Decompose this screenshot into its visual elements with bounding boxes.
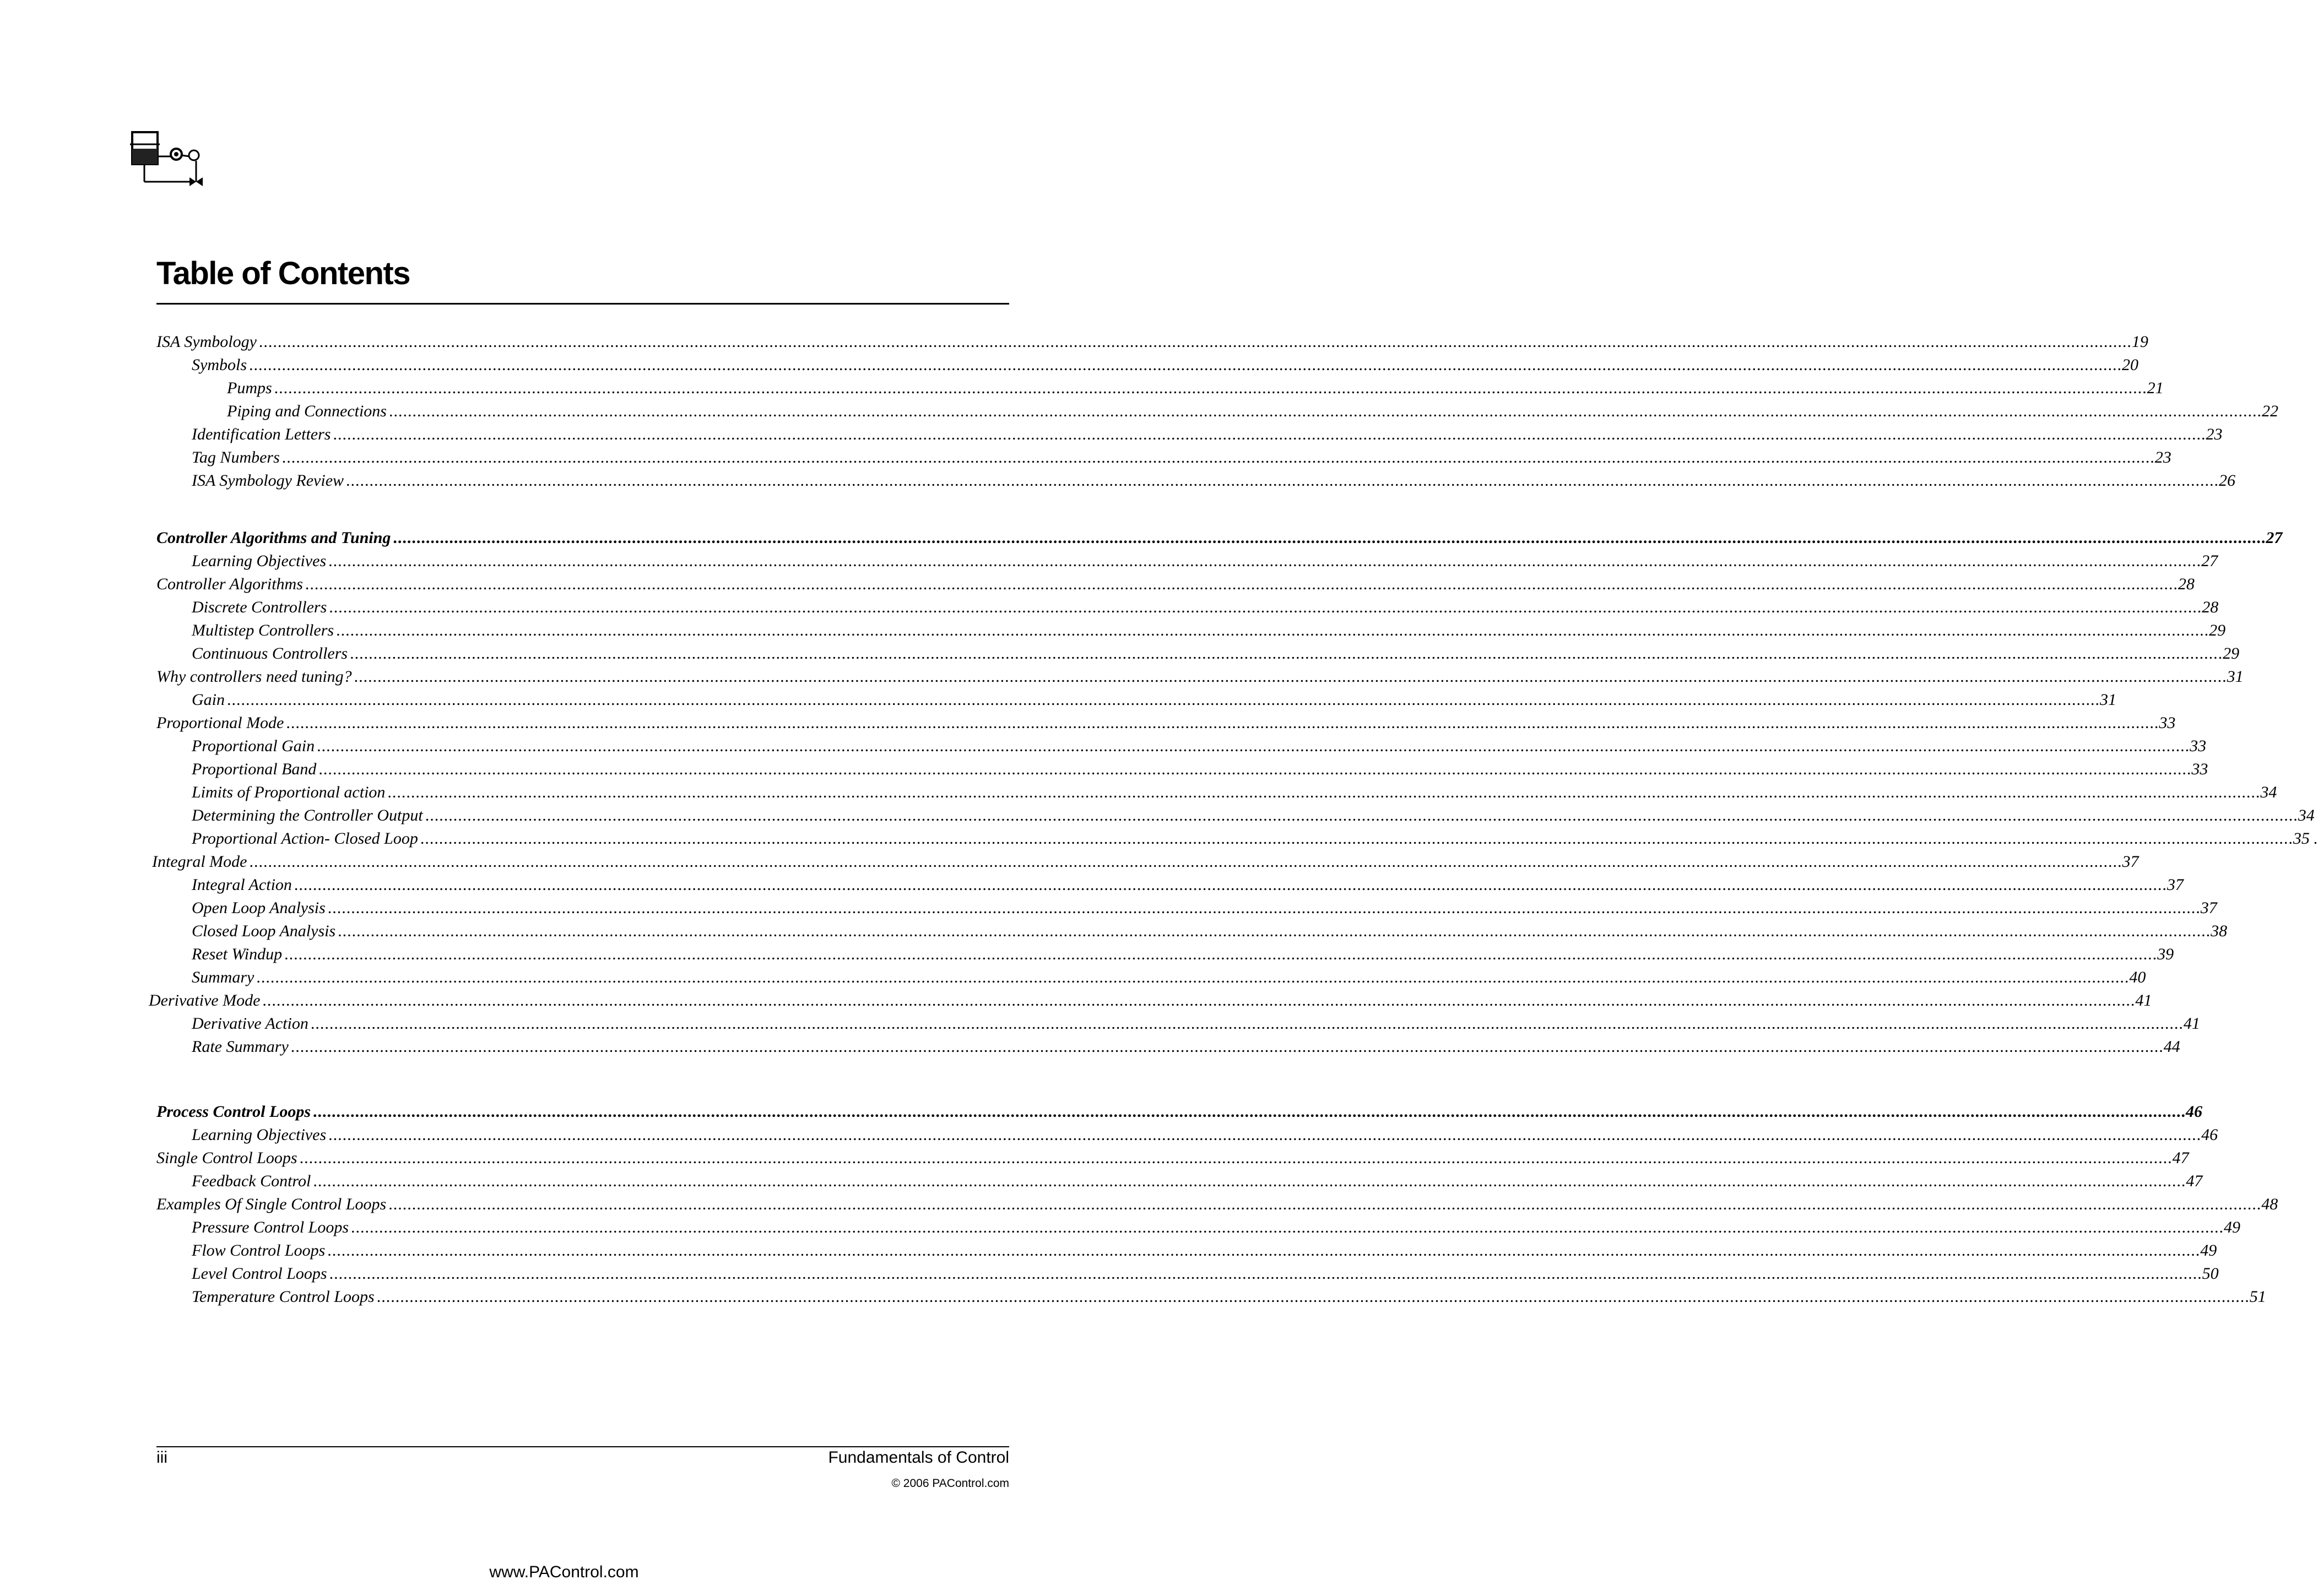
toc-entry-title: Proportional Band: [192, 760, 317, 778]
toc-entry-page: 35 .: [2293, 829, 2318, 848]
toc-entry[interactable]: [192, 783, 2277, 805]
toc-dot-leader: ................................................................................................................................................................................................................................................................................................................................................................................................................: [262, 991, 2136, 1009]
toc-entry-page: 34: [2298, 806, 2315, 824]
toc-dot-leader: ................................................................................................................................................................................................................................................................................................................................................................................................................: [313, 1103, 2186, 1121]
toc-entry-page: 37: [2122, 853, 2139, 871]
toc-entry-title: Reset Windup: [192, 945, 283, 963]
toc-dot-leader: ................................................................................................................................................................................................................................................................................................................................................................................................................: [249, 853, 2122, 871]
toc-dot-leader: ................................................................................................................................................................................................................................................................................................................................................................................................................: [329, 1264, 2202, 1283]
toc-entry-title: Learning Objectives: [192, 1126, 327, 1144]
toc-entry-page: 39: [2157, 945, 2174, 963]
toc-entry[interactable]: [192, 552, 2218, 574]
page-title: Table of Contents: [156, 256, 410, 291]
toc-entry-title: Examples Of Single Control Loops: [156, 1195, 387, 1213]
toc-entry[interactable]: [192, 598, 2219, 620]
toc-entry[interactable]: [156, 667, 2244, 690]
toc-entry-title: Why controllers need tuning?: [156, 667, 352, 686]
toc-dot-leader: ................................................................................................................................................................................................................................................................................................................................................................................................................: [313, 1172, 2186, 1190]
toc-entry-page: 37: [2167, 876, 2184, 894]
toc-entry[interactable]: [192, 1264, 2219, 1286]
toc-entry[interactable]: [149, 991, 2152, 1013]
toc-dot-leader: ................................................................................................................................................................................................................................................................................................................................................................................................................: [393, 529, 2266, 547]
toc-entry-title: ISA Symbology: [156, 333, 257, 351]
toc-dot-leader: ................................................................................................................................................................................................................................................................................................................................................................................................................: [284, 945, 2158, 963]
toc-entry-title: Integral Action: [192, 876, 292, 894]
toc-entry[interactable]: [192, 922, 2228, 944]
toc-entry[interactable]: [227, 402, 2278, 424]
toc-entry[interactable]: [156, 575, 2195, 597]
toc-entry[interactable]: [192, 691, 2116, 713]
toc-dot-leader: ................................................................................................................................................................................................................................................................................................................................................................................................................: [249, 356, 2122, 374]
toc-dot-leader: ................................................................................................................................................................................................................................................................................................................................................................................................................: [290, 1038, 2164, 1056]
toc-dot-leader: ................................................................................................................................................................................................................................................................................................................................................................................................................: [333, 425, 2206, 443]
toc-entry[interactable]: [192, 1014, 2200, 1036]
footer-website: www.PAControl.com: [489, 1563, 639, 1581]
toc-dot-leader: ................................................................................................................................................................................................................................................................................................................................................................................................................: [388, 402, 2262, 420]
toc-entry-title: Tag Numbers: [192, 448, 280, 466]
toc-entry-title: Flow Control Loops: [192, 1241, 326, 1260]
toc-entry-page: 33: [2191, 760, 2208, 778]
toc-dot-leader: ................................................................................................................................................................................................................................................................................................................................................................................................................: [425, 806, 2298, 824]
toc-entry-page: 28: [2202, 598, 2219, 616]
footer-page-number: iii: [156, 1448, 167, 1467]
toc-dot-leader: ................................................................................................................................................................................................................................................................................................................................................................................................................: [346, 471, 2219, 490]
toc-entry-title: Learning Objectives: [192, 552, 327, 570]
toc-entry-page: 33: [2159, 714, 2176, 732]
toc-dot-leader: ................................................................................................................................................................................................................................................................................................................................................................................................................: [338, 922, 2211, 940]
toc-entry-title: Limits of Proportional action: [192, 783, 386, 801]
toc-entry-title: Open Loop Analysis: [192, 899, 326, 917]
toc-entry-title: Gain: [192, 691, 225, 709]
toc-entry-page: 49: [2200, 1241, 2217, 1260]
toc-entry-page: 48: [2261, 1195, 2278, 1213]
toc-entry-title: Continuous Controllers: [192, 644, 348, 663]
toc-entry-title: Discrete Controllers: [192, 598, 327, 616]
toc-dot-leader: ................................................................................................................................................................................................................................................................................................................................................................................................................: [294, 876, 2167, 894]
toc-entry[interactable]: [156, 714, 2176, 736]
toc-entry-title: Piping and Connections: [227, 402, 387, 420]
toc-entry-page: 23: [2154, 448, 2171, 466]
toc-entry-page: 41: [2135, 991, 2152, 1009]
toc-dot-leader: ................................................................................................................................................................................................................................................................................................................................................................................................................: [281, 448, 2155, 466]
toc-entry-title: Multistep Controllers: [192, 621, 334, 639]
toc-dot-leader: ................................................................................................................................................................................................................................................................................................................................................................................................................: [388, 1195, 2262, 1213]
toc-dot-leader: ................................................................................................................................................................................................................................................................................................................................................................................................................: [328, 552, 2202, 570]
toc-entry-title: Proportional Gain: [192, 737, 315, 755]
toc-dot-leader: ................................................................................................................................................................................................................................................................................................................................................................................................................: [318, 760, 2192, 778]
toc-entry[interactable]: [156, 333, 2148, 355]
toc-dot-leader: ................................................................................................................................................................................................................................................................................................................................................................................................................: [274, 379, 2147, 397]
toc-entry-title: Summary: [192, 968, 254, 986]
toc-entry-title: Determining the Controller Output: [192, 806, 423, 824]
toc-entry-title: Proportional Mode: [156, 714, 284, 732]
toc-entry[interactable]: [192, 356, 2138, 378]
toc-entry-page: 47: [2186, 1172, 2203, 1190]
toc-entry-title: Derivative Action: [192, 1014, 308, 1033]
toc-dot-leader: ................................................................................................................................................................................................................................................................................................................................................................................................................: [256, 968, 2130, 986]
toc-entry[interactable]: [192, 621, 2226, 643]
toc-entry-title: Controller Algorithms: [156, 575, 303, 593]
toc-entry[interactable]: [156, 1103, 2203, 1125]
process-tank-logo-icon: [128, 128, 210, 194]
toc-entry-title: ISA Symbology Review: [192, 471, 344, 490]
toc-entry-page: 21: [2147, 379, 2164, 397]
toc-entry[interactable]: [192, 1288, 2266, 1310]
toc-entry[interactable]: [156, 1149, 2189, 1171]
toc-entry-page: 31: [2100, 691, 2116, 709]
toc-entry-title: Symbols: [192, 356, 247, 374]
toc-entry-page: 51: [2249, 1288, 2266, 1306]
toc-entry-page: 33: [2190, 737, 2207, 755]
toc-dot-leader: ................................................................................................................................................................................................................................................................................................................................................................................................................: [387, 783, 2261, 801]
toc-dot-leader: ................................................................................................................................................................................................................................................................................................................................................................................................................: [310, 1014, 2184, 1033]
toc-dot-leader: ................................................................................................................................................................................................................................................................................................................................................................................................................: [227, 691, 2100, 709]
toc-entry-page: 34: [2260, 783, 2277, 801]
toc-entry[interactable]: [192, 876, 2184, 898]
toc-entry[interactable]: [192, 471, 2236, 493]
toc-entry-page: 44: [2163, 1038, 2180, 1056]
toc-dot-leader: ................................................................................................................................................................................................................................................................................................................................................................................................................: [329, 598, 2202, 616]
toc-entry[interactable]: [156, 529, 2283, 551]
footer-copyright: © 2006 PAControl.com: [891, 1477, 1009, 1490]
toc-dot-leader: ................................................................................................................................................................................................................................................................................................................................................................................................................: [350, 644, 2223, 663]
toc-dot-leader: ................................................................................................................................................................................................................................................................................................................................................................................................................: [354, 667, 2227, 686]
toc-entry[interactable]: [192, 829, 2318, 851]
toc-entry[interactable]: [156, 1195, 2278, 1217]
footer-divider: [156, 1446, 1009, 1447]
toc-entry-title: Rate Summary: [192, 1038, 289, 1056]
toc-entry-page: 46: [2186, 1103, 2203, 1121]
toc-entry-page: 46: [2201, 1126, 2218, 1144]
toc-entry-page: 20: [2122, 356, 2138, 374]
toc-entry[interactable]: [192, 1218, 2241, 1240]
toc-entry[interactable]: [152, 853, 2139, 875]
toc-entry[interactable]: [192, 1241, 2217, 1263]
toc-entry-page: 27: [2201, 552, 2218, 570]
toc-entry[interactable]: [192, 448, 2171, 470]
toc-entry-page: 29: [2223, 644, 2240, 663]
toc-entry[interactable]: [192, 644, 2240, 666]
toc-entry-page: 49: [2224, 1218, 2241, 1236]
toc-entry-title: Process Control Loops: [156, 1103, 311, 1121]
toc-entry-page: 47: [2172, 1149, 2189, 1167]
toc-dot-leader: ................................................................................................................................................................................................................................................................................................................................................................................................................: [317, 737, 2190, 755]
toc-entry[interactable]: [192, 425, 2223, 447]
footer-document-title: Fundamentals of Control: [828, 1448, 1009, 1467]
toc-entry-page: 41: [2183, 1014, 2200, 1033]
toc-entry-page: 50: [2202, 1264, 2219, 1283]
title-divider: [156, 303, 1009, 305]
toc-entry[interactable]: [227, 379, 2164, 401]
toc-entry-page: 22: [2261, 402, 2278, 420]
toc-entry[interactable]: [192, 806, 2315, 828]
toc-dot-leader: ................................................................................................................................................................................................................................................................................................................................................................................................................: [336, 621, 2209, 639]
toc-dot-leader: ................................................................................................................................................................................................................................................................................................................................................................................................................: [286, 714, 2159, 732]
toc-entry-title: Pressure Control Loops: [192, 1218, 349, 1236]
toc-entry[interactable]: [192, 968, 2146, 990]
toc-dot-leader: ................................................................................................................................................................................................................................................................................................................................................................................................................: [258, 333, 2132, 351]
toc-entry-page: 37: [2200, 899, 2217, 917]
toc-entry-title: Proportional Action- Closed Loop: [192, 829, 418, 848]
toc-entry[interactable]: [192, 1172, 2203, 1194]
toc-entry-page: 27: [2266, 529, 2283, 547]
toc-entry-title: Feedback Control: [192, 1172, 311, 1190]
toc-dot-leader: ................................................................................................................................................................................................................................................................................................................................................................................................................: [327, 1241, 2201, 1260]
toc-entry-title: Integral Mode: [152, 853, 247, 871]
toc-entry-page: 23: [2206, 425, 2223, 443]
toc-dot-leader: ................................................................................................................................................................................................................................................................................................................................................................................................................: [376, 1288, 2250, 1306]
toc-entry[interactable]: [192, 737, 2207, 759]
toc-dot-leader: ................................................................................................................................................................................................................................................................................................................................................................................................................: [305, 575, 2178, 593]
toc-entry-title: Pumps: [227, 379, 272, 397]
toc-entry-title: Derivative Mode: [149, 991, 261, 1009]
toc-entry[interactable]: [192, 1126, 2218, 1148]
toc-entry-title: Controller Algorithms and Tuning: [156, 529, 391, 547]
toc-entry-title: Closed Loop Analysis: [192, 922, 336, 940]
toc-entry-page: 40: [2129, 968, 2146, 986]
toc-entry-title: Temperature Control Loops: [192, 1288, 375, 1306]
toc-dot-leader: ................................................................................................................................................................................................................................................................................................................................................................................................................: [327, 899, 2201, 917]
toc-entry-title: Level Control Loops: [192, 1264, 327, 1283]
toc-entry[interactable]: [192, 1038, 2180, 1060]
toc-entry-title: Identification Letters: [192, 425, 331, 443]
toc-entry-page: 31: [2227, 667, 2244, 686]
toc-entry-page: 19: [2131, 333, 2148, 351]
toc-entry[interactable]: [192, 899, 2217, 921]
toc-dot-leader: ................................................................................................................................................................................................................................................................................................................................................................................................................: [420, 829, 2293, 848]
toc-dot-leader: ................................................................................................................................................................................................................................................................................................................................................................................................................: [328, 1126, 2202, 1144]
toc-entry[interactable]: [192, 760, 2208, 782]
toc-entry-page: 28: [2178, 575, 2195, 593]
toc-dot-leader: ................................................................................................................................................................................................................................................................................................................................................................................................................: [299, 1149, 2173, 1167]
toc-entry-page: 29: [2209, 621, 2226, 639]
toc-entry-page: 38: [2211, 922, 2228, 940]
toc-dot-leader: ................................................................................................................................................................................................................................................................................................................................................................................................................: [351, 1218, 2224, 1236]
toc-entry-page: 26: [2219, 471, 2236, 490]
toc-entry-title: Single Control Loops: [156, 1149, 297, 1167]
toc-entry[interactable]: [192, 945, 2174, 967]
